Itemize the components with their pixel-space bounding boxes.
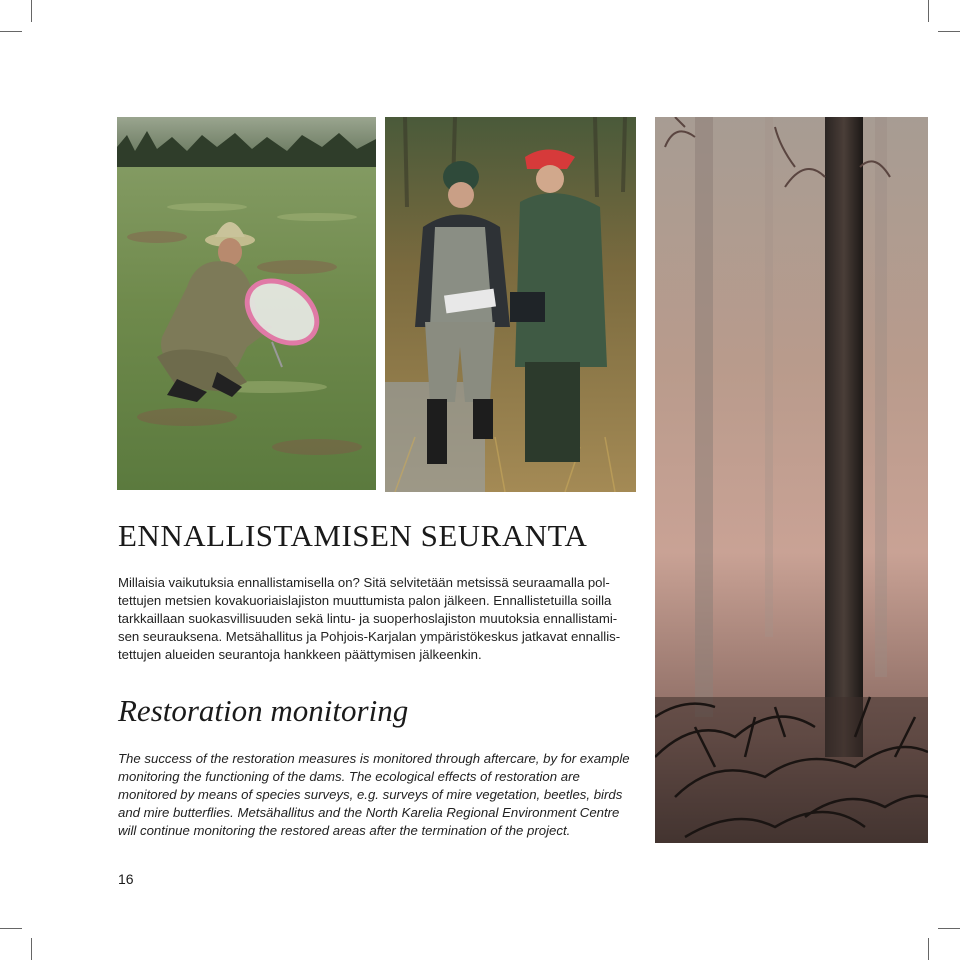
crop-mark (31, 0, 32, 22)
text-line: monitoring the functioning of the dams. The ecological effects of restoration are (118, 769, 580, 784)
text-line: Millaisia vaikutuksia ennallistamisella on? Sitä selvitetään metsissä seuraamalla pol- (118, 575, 610, 590)
text-line: tettujen alueiden seurantoja hankkeen päättymisen jälkeenkin. (118, 647, 482, 662)
crop-mark (928, 938, 929, 960)
crop-mark (938, 31, 960, 32)
photo-controlled-burn-forest (655, 117, 928, 843)
text-line: tarkkaillaan suokasvillisuuden sekä lintu- ja suoperhoslajiston muutoksia ennallistami- (118, 611, 618, 626)
text-line: will continue monitoring the restored areas after the termination of the project. (118, 823, 571, 838)
text-line: The success of the restoration measures is monitored through aftercare, by for example (118, 751, 630, 766)
crop-mark (0, 928, 22, 929)
page-number: 16 (118, 871, 134, 887)
section-heading-english: Restoration monitoring (118, 693, 409, 728)
crop-mark (0, 31, 22, 32)
crop-mark (938, 928, 960, 929)
body-text-english (118, 750, 638, 840)
text-line: monitored by means of species surveys, e.g. surveys of mire vegetation, beetles, birds (118, 787, 623, 802)
photo-field-survey-team (385, 117, 636, 492)
text-line: tettujen metsien kovakuoriaislajiston muuttumista palon jälkeen. Ennallistetuilla soilla (118, 593, 612, 608)
text-line: and mire butterflies. Metsähallitus and the North Karelia Regional Environment Centre (118, 805, 620, 820)
photo-mire-net-sampling (117, 117, 376, 490)
text-line: sen seurauksena. Metsähallitus ja Pohjois-Karjalan ympäristökeskus jatkavat ennallis- (118, 629, 621, 644)
crop-mark (31, 938, 32, 960)
section-heading-finnish: ENNALLISTAMISEN SEURANTA (118, 518, 588, 553)
crop-mark (928, 0, 929, 22)
body-text-finnish (118, 574, 638, 664)
